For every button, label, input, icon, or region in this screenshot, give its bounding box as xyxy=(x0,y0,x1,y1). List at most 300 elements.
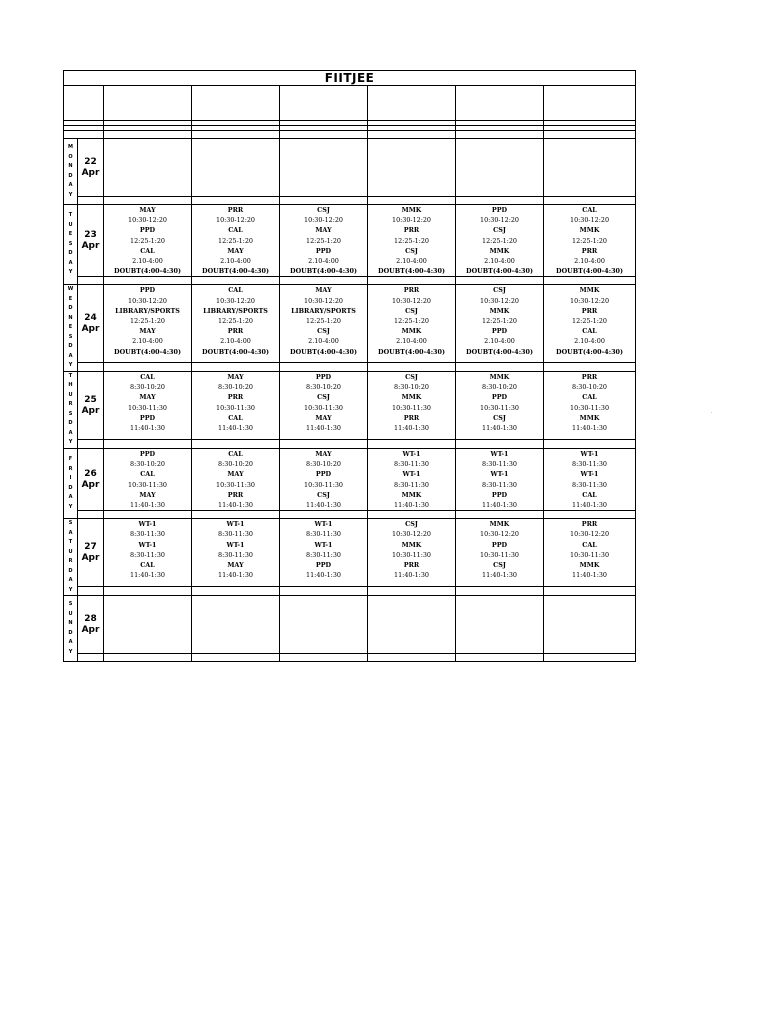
spacer-row xyxy=(64,131,636,139)
class-slot xyxy=(104,596,192,654)
weekday-letter: S xyxy=(68,410,73,417)
slot-time: 10:30-11:30 xyxy=(480,403,519,412)
class-slot xyxy=(544,519,636,587)
weekday-letter: A xyxy=(68,529,73,536)
date-number: 23 xyxy=(84,229,97,240)
class-slot xyxy=(544,448,636,510)
weekday-letter: D xyxy=(68,305,73,312)
weekday-letter: U xyxy=(68,610,73,617)
slot-subject: CAL xyxy=(228,286,243,295)
spacer-cell xyxy=(104,440,192,449)
slot-time: 11:40-1:30 xyxy=(218,571,253,580)
slot-time: 10:30-12:20 xyxy=(392,216,431,225)
slot-time: 10:30-11:30 xyxy=(392,550,431,559)
weekday-letter: A xyxy=(68,352,73,359)
slot-subject: MAY xyxy=(315,226,332,235)
spacer-cell xyxy=(192,587,280,596)
date-month: Apr xyxy=(81,624,100,635)
class-slot xyxy=(456,596,544,654)
spacer-cell xyxy=(280,277,368,285)
slot-subject: WT-1 xyxy=(138,520,157,529)
slot-time: 12:25-1:20 xyxy=(306,317,341,326)
spacer-cell xyxy=(368,277,456,285)
day-row xyxy=(64,519,636,587)
slot-subject: MAY xyxy=(227,372,244,381)
spacer-cell xyxy=(544,131,636,139)
slot-time: 8:30-10:20 xyxy=(130,460,165,469)
slot-subject: PRR xyxy=(581,306,598,315)
slot-time: 8:30-11:30 xyxy=(218,550,253,559)
slot-subject: CAL xyxy=(582,327,597,336)
spacer-cell xyxy=(78,511,104,519)
class-slot xyxy=(544,139,636,197)
day-row xyxy=(64,205,636,277)
class-slot xyxy=(544,596,636,654)
slot-time: 8:30-11:30 xyxy=(572,460,607,469)
weekday-letter: A xyxy=(68,259,73,266)
weekday-letter: D xyxy=(68,484,73,491)
slot-time: 8:30-11:30 xyxy=(572,480,607,489)
slot-time: 10:30-12:20 xyxy=(570,296,610,305)
header-cell xyxy=(192,86,280,121)
slot-subject: CSJ xyxy=(317,327,330,336)
header-row xyxy=(64,86,636,121)
slot-time: 8:30-10:20 xyxy=(306,383,341,392)
slot-time: 10:30-11:30 xyxy=(128,403,167,412)
title-row xyxy=(64,71,636,86)
spacer-cell xyxy=(78,197,104,205)
slot-time: 10:30-11:30 xyxy=(570,550,610,559)
slot-subject: MAY xyxy=(139,490,156,499)
class-slot xyxy=(104,371,192,439)
header-cell xyxy=(280,86,368,121)
spacer-cell xyxy=(368,654,456,662)
timetable-body xyxy=(64,71,636,662)
spacer-cell xyxy=(368,587,456,596)
slot-subject: MAY xyxy=(139,393,156,402)
slot-subject: WT-1 xyxy=(402,470,421,479)
slot-subject: PRR xyxy=(581,246,598,255)
slot-time: 11:40-1:30 xyxy=(482,571,517,580)
slot-time: 8:30-11:30 xyxy=(482,480,517,489)
slot-subject: CSJ xyxy=(405,246,418,255)
slot-time: 8:30-11:30 xyxy=(306,530,341,539)
slot-time: 2.10-4:00 xyxy=(132,257,163,266)
slot-time: 10:30-11:30 xyxy=(304,480,343,489)
spacer-cell xyxy=(456,277,544,285)
spacer-cell xyxy=(544,197,636,205)
class-slot xyxy=(456,519,544,587)
weekday-cell xyxy=(64,596,78,662)
slot-time: 2.10-4:00 xyxy=(574,257,605,266)
slot-time: 10:30-11:30 xyxy=(216,480,255,489)
slot-subject: MAY xyxy=(139,327,156,336)
slot-subject: PRR xyxy=(403,413,420,422)
slot-time: 8:30-11:30 xyxy=(482,460,517,469)
slot-subject: PPD xyxy=(491,327,508,336)
slot-time: 8:30-11:30 xyxy=(394,460,429,469)
slot-subject: MAY xyxy=(227,560,244,569)
slot-time: 10:30-12:20 xyxy=(480,216,519,225)
slot-subject: PPD xyxy=(315,372,332,381)
slot-subject: MMK xyxy=(401,206,422,214)
weekday-letter: T xyxy=(68,372,73,379)
weekday-letter: U xyxy=(68,391,73,398)
slot-time: 10:30-12:20 xyxy=(480,296,519,305)
class-slot xyxy=(368,139,456,197)
spacer-cell xyxy=(104,197,192,205)
weekday-letter: I xyxy=(69,475,72,482)
slot-time: 2.10-4:00 xyxy=(396,337,427,346)
class-slot xyxy=(544,285,636,363)
slot-subject: MMK xyxy=(579,413,600,422)
spacer-cell xyxy=(368,363,456,372)
spacer-cell xyxy=(456,197,544,205)
slot-subject: CSJ xyxy=(493,560,506,569)
day-row xyxy=(64,448,636,510)
day-separator-row xyxy=(64,197,636,205)
class-slot xyxy=(456,205,544,277)
slot-time: 12:25-1:20 xyxy=(218,236,253,245)
weekday-letter: M xyxy=(68,144,73,150)
day-separator-row xyxy=(64,654,636,662)
slot-time: 2.10-4:00 xyxy=(396,257,427,266)
class-slot xyxy=(280,371,368,439)
spacer-cell xyxy=(78,277,104,285)
slot-time: 11:40-1:30 xyxy=(130,571,165,580)
day-separator-row xyxy=(64,587,636,596)
spacer-cell xyxy=(64,131,104,139)
slot-time: 8:30-11:30 xyxy=(218,530,253,539)
slot-subject: CAL xyxy=(140,246,155,255)
slot-time: 8:30-11:30 xyxy=(394,480,429,489)
slot-time: 10:30-11:30 xyxy=(128,480,167,489)
slot-time: 2.10-4:00 xyxy=(484,337,515,346)
class-slot xyxy=(192,596,280,654)
class-slot xyxy=(456,285,544,363)
slot-subject: CSJ xyxy=(493,413,506,422)
class-slot xyxy=(544,371,636,439)
slot-time: 10:30-12:20 xyxy=(216,296,255,305)
spacer-cell xyxy=(544,363,636,372)
weekday-letter: D xyxy=(68,250,73,257)
spacer-cell xyxy=(78,363,104,372)
slot-time: 11:40-1:30 xyxy=(394,423,429,432)
slot-time: 12:25-1:20 xyxy=(394,236,429,245)
slot-subject: CSJ xyxy=(317,490,330,499)
slot-subject: PPD xyxy=(491,540,508,549)
slot-time: 12:25-1:20 xyxy=(218,317,253,326)
slot-subject: CAL xyxy=(582,393,597,402)
slot-subject: WT-1 xyxy=(226,540,245,549)
day-separator-row xyxy=(64,440,636,449)
weekday-cell xyxy=(64,205,78,285)
header-cell xyxy=(104,86,192,121)
date-month: Apr xyxy=(81,479,100,490)
slot-time: 11:40-1:30 xyxy=(482,423,517,432)
weekday-letter: N xyxy=(68,314,73,321)
class-slot xyxy=(104,519,192,587)
slot-time: 8:30-10:20 xyxy=(218,383,253,392)
weekday-letter: Y xyxy=(68,648,73,655)
spacer-cell xyxy=(456,440,544,449)
date-month: Apr xyxy=(81,240,100,251)
class-slot xyxy=(456,448,544,510)
slot-time: 12:25-1:20 xyxy=(572,236,607,245)
slot-subject: CSJ xyxy=(493,226,506,235)
slot-subject: CSJ xyxy=(405,372,418,381)
weekday-letter: T xyxy=(68,539,73,546)
slot-time: 10:30-12:20 xyxy=(304,216,343,225)
slot-subject: WT-1 xyxy=(402,449,421,458)
spacer-cell xyxy=(544,277,636,285)
class-slot xyxy=(456,371,544,439)
weekday-cell xyxy=(64,139,78,205)
header-cell xyxy=(456,86,544,121)
class-slot xyxy=(368,285,456,363)
slot-time: 8:30-10:20 xyxy=(394,383,429,392)
slot-time: 10:30-12:20 xyxy=(216,216,255,225)
spacer-cell xyxy=(192,277,280,285)
class-slot xyxy=(192,139,280,197)
header-cell xyxy=(544,86,636,121)
slot-subject: PRR xyxy=(403,560,420,569)
class-slot xyxy=(192,371,280,439)
spacer-cell xyxy=(78,654,104,662)
slot-subject: MMK xyxy=(401,393,422,402)
weekday-cell xyxy=(64,448,78,518)
spacer-cell xyxy=(544,587,636,596)
slot-subject: PPD xyxy=(315,246,332,255)
slot-time: 11:40-1:30 xyxy=(394,500,429,509)
slot-subject: DOUBT(4:00-4:30) xyxy=(290,267,357,276)
spacer-cell xyxy=(544,654,636,662)
slot-subject: PPD xyxy=(315,560,332,569)
date-cell xyxy=(78,205,104,277)
class-slot xyxy=(368,519,456,587)
slot-subject: PRR xyxy=(403,286,420,295)
spacer-cell xyxy=(368,131,456,139)
slot-subject: PPD xyxy=(491,490,508,499)
slot-subject: WT-1 xyxy=(314,540,333,549)
weekday-letter: W xyxy=(67,286,74,293)
class-slot xyxy=(104,205,192,277)
slot-time: 11:40-1:30 xyxy=(572,571,607,580)
weekday-letter: S xyxy=(68,520,73,527)
class-slot xyxy=(280,139,368,197)
slot-subject: LIBRARY/SPORTS xyxy=(203,306,268,315)
slot-time: 12:25-1:20 xyxy=(482,236,517,245)
slot-subject: WT-1 xyxy=(490,470,509,479)
slot-subject: MMK xyxy=(489,520,510,529)
slot-subject: CSJ xyxy=(317,206,330,214)
class-slot xyxy=(192,448,280,510)
date-number: 24 xyxy=(84,312,97,323)
slot-subject: WT-1 xyxy=(580,449,599,458)
slot-subject: MMK xyxy=(489,246,510,255)
slot-subject: PPD xyxy=(139,226,156,235)
weekday-letter: A xyxy=(68,182,73,188)
slot-subject: PPD xyxy=(491,206,508,214)
slot-time: 8:30-10:20 xyxy=(218,460,253,469)
spacer-cell xyxy=(544,440,636,449)
slot-subject: CAL xyxy=(582,540,597,549)
class-slot xyxy=(368,205,456,277)
spacer-cell xyxy=(192,654,280,662)
slot-subject: MMK xyxy=(401,540,422,549)
slot-time: 10:30-12:20 xyxy=(128,216,167,225)
spacer-cell xyxy=(368,440,456,449)
spacer-cell xyxy=(104,511,192,519)
date-cell xyxy=(78,448,104,510)
spacer-cell xyxy=(456,654,544,662)
slot-time: 10:30-12:20 xyxy=(392,530,431,539)
slot-time: 2.10-4:00 xyxy=(308,337,339,346)
slot-time: 12:25-1:20 xyxy=(306,236,341,245)
slot-time: 10:30-12:20 xyxy=(570,216,610,225)
slot-subject: MMK xyxy=(489,306,510,315)
weekday-letter: R xyxy=(68,558,73,565)
class-slot xyxy=(280,519,368,587)
slot-time: 8:30-11:30 xyxy=(130,550,165,559)
slot-subject: CAL xyxy=(140,372,155,381)
slot-subject: WT-1 xyxy=(490,449,509,458)
weekday-letter: D xyxy=(68,343,73,350)
date-number: 26 xyxy=(84,468,97,479)
slot-subject: DOUBT(4:00-4:30) xyxy=(202,347,269,356)
spacer-cell xyxy=(280,131,368,139)
slot-subject: PPD xyxy=(491,393,508,402)
slot-subject: PPD xyxy=(315,470,332,479)
spacer-cell xyxy=(104,277,192,285)
weekday-letter: A xyxy=(68,577,73,584)
slot-subject: MAY xyxy=(227,470,244,479)
date-cell xyxy=(78,139,104,197)
weekday-letter: S xyxy=(68,601,73,608)
slot-subject: MAY xyxy=(227,246,244,255)
slot-time: 11:40-1:30 xyxy=(306,571,341,580)
spacer-cell xyxy=(78,587,104,596)
spacer-cell xyxy=(280,197,368,205)
spacer-cell xyxy=(192,197,280,205)
weekday-letter: D xyxy=(68,420,73,427)
date-month: Apr xyxy=(81,405,100,416)
slot-time: 10:30-11:30 xyxy=(392,403,431,412)
slot-subject: DOUBT(4:00-4:30) xyxy=(114,267,181,276)
slot-subject: LIBRARY/SPORTS xyxy=(291,306,356,315)
slot-subject: CAL xyxy=(228,413,243,422)
weekday-letter: S xyxy=(68,333,73,340)
slot-time: 11:40-1:30 xyxy=(482,500,517,509)
class-slot xyxy=(104,285,192,363)
day-row xyxy=(64,371,636,439)
date-cell xyxy=(78,519,104,587)
slot-subject: MAY xyxy=(139,206,156,214)
weekday-letter: E xyxy=(68,231,73,238)
day-separator-row xyxy=(64,277,636,285)
slot-time: 12:25-1:20 xyxy=(394,317,429,326)
class-slot xyxy=(544,205,636,277)
day-separator-row xyxy=(64,511,636,519)
slot-time: 12:25-1:20 xyxy=(130,317,165,326)
slot-subject: PPD xyxy=(139,413,156,422)
slot-time: 11:40-1:30 xyxy=(130,423,165,432)
slot-time: 12:25-1:20 xyxy=(482,317,517,326)
weekday-letter: Y xyxy=(68,191,73,198)
slot-time: 11:40-1:30 xyxy=(130,500,165,509)
spacer-cell xyxy=(280,511,368,519)
weekday-cell xyxy=(64,371,78,448)
slot-subject: CAL xyxy=(228,449,243,458)
weekday-letter: Y xyxy=(68,439,73,446)
class-slot xyxy=(280,448,368,510)
slot-time: 10:30-11:30 xyxy=(570,403,610,412)
slot-time: 11:40-1:30 xyxy=(394,571,429,580)
weekday-letter: S xyxy=(68,240,73,247)
slot-subject: CAL xyxy=(582,490,597,499)
weekday-letter: N xyxy=(68,620,73,627)
slot-subject: DOUBT(4:00-4:30) xyxy=(466,347,533,356)
weekday-letter: R xyxy=(68,465,73,472)
slot-subject: CSJ xyxy=(317,393,330,402)
day-row xyxy=(64,139,636,197)
slot-subject: CSJ xyxy=(405,306,418,315)
spacer-cell xyxy=(280,363,368,372)
weekday-letter: D xyxy=(68,629,73,636)
slot-time: 12:25-1:20 xyxy=(572,317,607,326)
header-cell xyxy=(368,86,456,121)
slot-subject: PRR xyxy=(403,226,420,235)
slot-subject: WT-1 xyxy=(138,540,157,549)
weekday-letter: O xyxy=(68,153,73,160)
slot-subject: CSJ xyxy=(493,286,506,295)
slot-subject: MAY xyxy=(315,449,332,458)
slot-subject: WT-1 xyxy=(226,520,245,529)
date-cell xyxy=(78,285,104,363)
weekday-letter: U xyxy=(68,221,73,228)
spacer-cell xyxy=(104,654,192,662)
header-cell-corner xyxy=(64,86,104,121)
spacer-cell xyxy=(192,511,280,519)
date-number: 27 xyxy=(84,541,97,552)
class-slot xyxy=(192,285,280,363)
weekday-letter: A xyxy=(68,494,73,501)
timetable xyxy=(63,70,636,662)
weekday-letter: F xyxy=(68,456,73,463)
spacer-cell xyxy=(368,197,456,205)
slot-time: 2.10-4:00 xyxy=(220,257,251,266)
brand-title: FIITJEE xyxy=(64,71,636,86)
weekday-letter: Y xyxy=(68,586,73,593)
date-month: Apr xyxy=(81,167,100,178)
slot-time: 11:40-1:30 xyxy=(572,423,607,432)
weekday-cell xyxy=(64,519,78,596)
slot-time: 10:30-11:30 xyxy=(216,403,255,412)
class-slot xyxy=(280,285,368,363)
slot-subject: MAY xyxy=(315,413,332,422)
weekday-letter: T xyxy=(68,212,73,219)
spacer-cell xyxy=(104,587,192,596)
class-slot xyxy=(368,371,456,439)
slot-subject: WT-1 xyxy=(314,520,333,529)
slot-time: 10:30-12:20 xyxy=(480,530,519,539)
slot-subject: DOUBT(4:00-4:30) xyxy=(466,267,533,276)
slot-time: 8:30-10:20 xyxy=(482,383,517,392)
class-slot xyxy=(456,139,544,197)
spacer-cell xyxy=(280,440,368,449)
slot-subject: MMK xyxy=(401,490,422,499)
weekday-letter: Y xyxy=(68,269,73,276)
